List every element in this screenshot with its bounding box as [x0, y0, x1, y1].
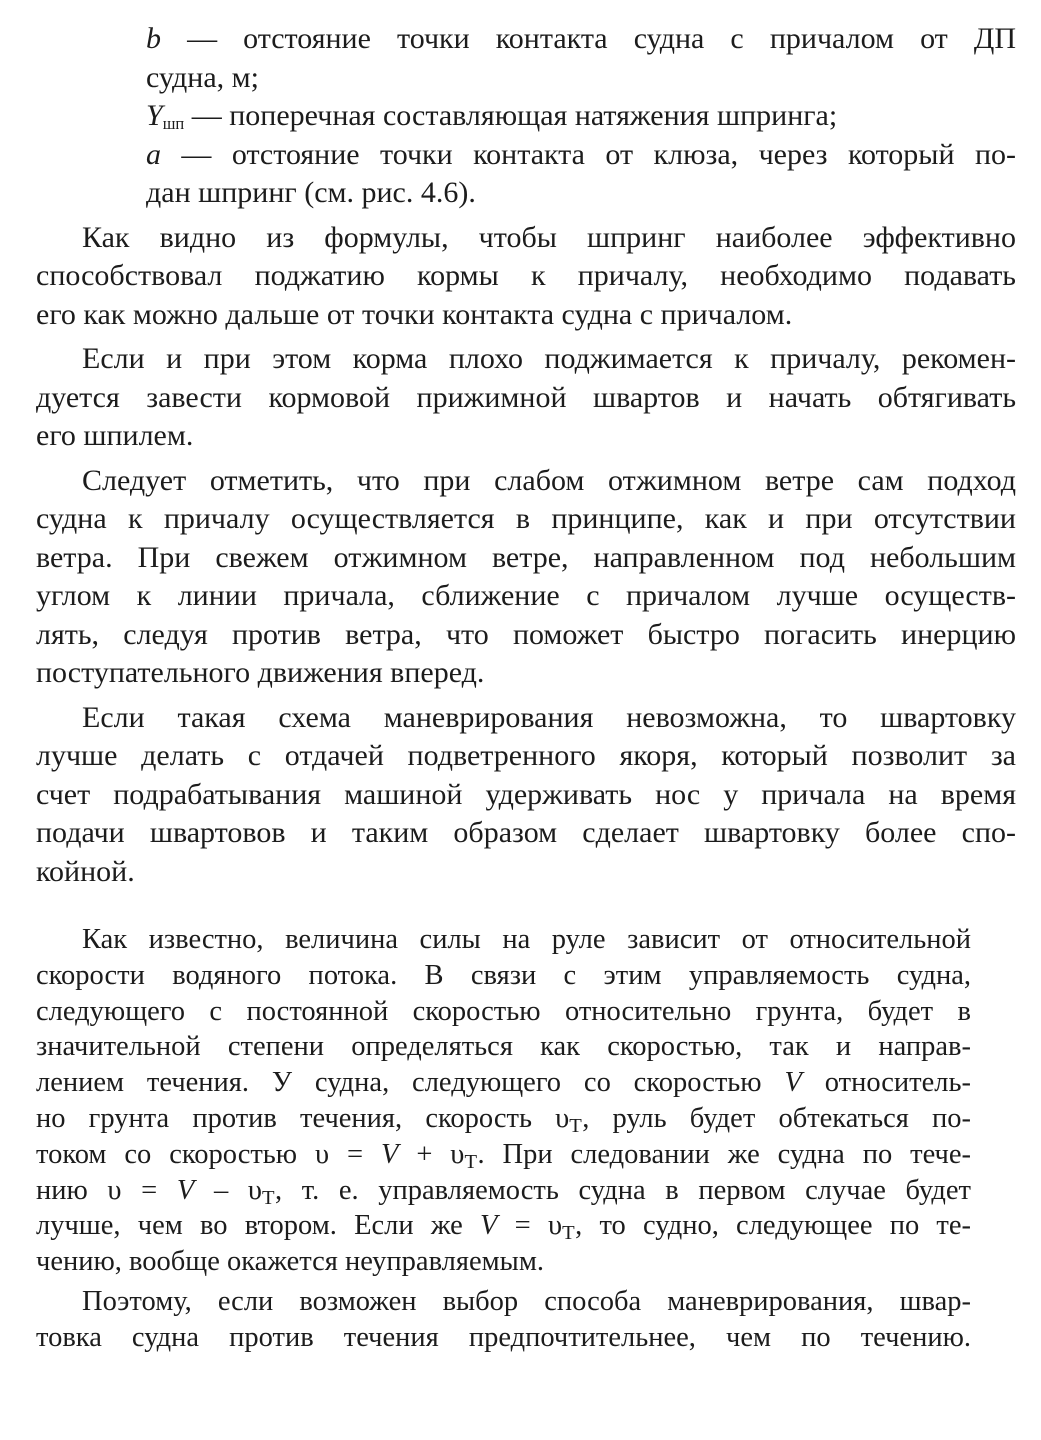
upper-text-block — [36, 20, 1016, 891]
text-line: лучше делать с отдачей подветренного якоря, который позволит за — [36, 739, 1016, 772]
symbol-v: V — [176, 1174, 195, 1206]
symbol-v: V — [381, 1138, 399, 1170]
paragraph — [36, 462, 1016, 693]
text-line: лением течения. У судна, следующего со скоростью V относитель- — [36, 1067, 971, 1099]
definition-y-line: $Y_{шп}$ — поперечная составляющая натяжения шпринга; — [146, 99, 838, 134]
lower-text-block — [36, 922, 971, 1356]
text-line: Поэтому, если возможен выбор способа маневрирования, швар- — [82, 1285, 971, 1317]
definition-a-line-1: a — отстояние точки контакта от клюза, через который по- — [146, 137, 1016, 171]
text-line: способствовал поджатию кормы к причалу, необходимо подавать — [36, 259, 1016, 292]
text-line: следующего с постоянной скоростью относительно грунта, будет в — [36, 995, 971, 1027]
paragraph-conclusion — [36, 1284, 971, 1356]
text-line: Как известно, величина силы на руле зависит от относительной — [82, 924, 971, 955]
text-line: Как видно из формулы, чтобы шпринг наиболее эффективно — [82, 220, 1016, 254]
symbol-v: V — [784, 1067, 802, 1099]
text-line: подачи швартовов и таким образом сделает швартовку более спо- — [36, 816, 1016, 849]
formula-definitions — [36, 20, 1016, 213]
paragraph — [36, 340, 1016, 456]
text-line: Если и при этом корма плохо поджимается к причалу, рекомен- — [82, 342, 1016, 375]
text-line: его как можно дальше от точки контакта судна с причалом. — [36, 297, 793, 331]
symbol-a: a — [146, 137, 161, 171]
text-line: его шпилем. — [36, 419, 194, 452]
paragraph — [36, 699, 1016, 892]
text-line: скорости водяного потока. В связи с этим управляемость судна, — [36, 959, 971, 991]
text-line: счет подрабатывания машиной удерживать нос у причала на время — [36, 777, 1016, 811]
symbol-v: V — [480, 1210, 498, 1242]
upper-paragraphs — [36, 213, 1016, 892]
text-line: нию $\upsilon = V - \upsilon_Т$, т. е. управляемость судна в первом случае будет — [36, 1174, 971, 1209]
text-line: током со скоростью $\upsilon = V + \upsilon_Т$. При следовании же судна по тече- — [36, 1138, 971, 1173]
text-line: ветра. При свежем отжимном ветре, направленном под небольшим — [36, 540, 1016, 574]
text-line: углом к линии причала, сближение с причалом лучше осуществ- — [36, 579, 1016, 612]
text-line: товка судна против течения предпочтительнее, чем по течению. — [36, 1321, 971, 1353]
definition-b-line-2: судна, м; — [146, 60, 259, 94]
definition-a-line-2: дан шпринг (см. рис. 4.6). — [146, 176, 476, 209]
symbol-b: b — [146, 22, 161, 55]
text-line: лять, следуя против ветра, что поможет быстро погасить инерцию — [36, 617, 1016, 651]
text-line: Следует отметить, что при слабом отжимном ветре сам подход — [82, 463, 1016, 497]
text-line: Если такая схема маневрирования невозможна, то швартовку — [82, 700, 1016, 734]
symbol-y: Y — [146, 99, 163, 132]
text-line: поступательного движения вперед. — [36, 656, 485, 689]
text-line: судна к причалу осуществляется в принципе, как и при отсутствии — [36, 502, 1016, 535]
paragraph-current-effect — [36, 922, 971, 1280]
text-line: чению, вообще окажется неуправляемым. — [36, 1246, 544, 1278]
text-line: дуется завести кормовой прижимной швартов и начать обтягивать — [36, 380, 1016, 414]
paragraph — [36, 219, 1016, 335]
text-line: койной. — [36, 854, 135, 888]
text-line: но грунта против течения, скорость $\upsilon_Т$, руль будет обтекаться по- — [36, 1102, 971, 1138]
text-line: лучше, чем во втором. Если же $V = \upsilon_Т$, то судно, следующее по те- — [36, 1210, 972, 1245]
text-line: значительной степени определяться как скоростью, так и направ- — [36, 1031, 971, 1063]
definition-b-line-1: b — отстояние точки контакта судна с причалом от ДП — [146, 22, 1016, 55]
